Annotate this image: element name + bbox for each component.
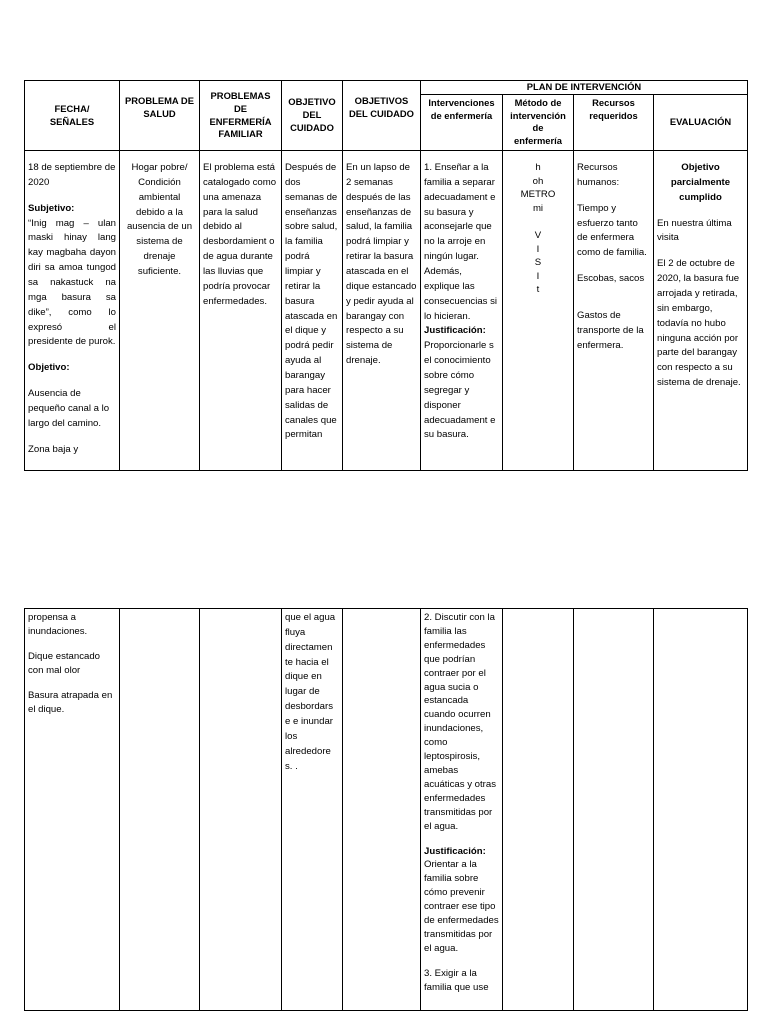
header-intervenciones: Intervenciones de enfermería (421, 95, 503, 151)
dique-text: Dique estancado con mal olor (28, 650, 101, 676)
header-recursos: Recursos requeridos (574, 95, 654, 151)
recursos-cont-cell (574, 609, 654, 1011)
header-problemas-familiar: PROBLEMAS DE ENFERMERÍA FAMILIAR (200, 81, 282, 151)
justificacion-2-label: Justificación: (424, 845, 486, 857)
header-objetivos-del-cuidado: OBJETIVOS DEL CUIDADO (343, 81, 421, 151)
objetivos-cuidado-cell: En un lapso de 2 semanas después de las enseñanzas de salud, la familia podrá limpiar y retirar la basura atascada en el dique estancado y pedir ayuda al barangay con respecto a su sistema de drenaje. (343, 151, 421, 471)
care-plan-table-page2 (24, 608, 748, 1011)
objetivo-label: Objetivo: (28, 362, 70, 374)
problema-salud-cell: Hogar pobre/ Condición ambiental debido a la ausencia de un sistema de drenaje suficiente. (120, 151, 200, 471)
basura-text: Basura atrapada en el dique. (28, 689, 113, 715)
header-metodo: Método de intervención de enfermería (503, 95, 574, 151)
intervenciones-cell (421, 151, 503, 471)
evaluacion-detalle: El 2 de octubre de 2020, la basura fue arrojada y retirada, sin embargo, todavía no hubo ninguna acción por parte del barangay con respecto a su sistema de drenaje. (657, 258, 741, 389)
date-text: 18 de septiembre de 2020 (28, 162, 116, 188)
header-plan-intervencion: PLAN DE INTERVENCIÓN (421, 81, 748, 95)
metodo-cont-cell (503, 609, 574, 1011)
recursos-cell (574, 151, 654, 471)
header-evaluacion: EVALUACIÓN (654, 95, 748, 151)
quote-text: “Inig mag – ulan maski hinay lang kay magbaha dayon diri sa amoa tungod sa nakastuck na mga basura sa dike”, como lo expresó el presidente de purok. (28, 217, 116, 348)
justificacion-text: Proporcionarle s el conocimiento sobre cómo segregar y disponer adecuadament e su basura. (424, 340, 496, 441)
evaluacion-title: Objetivo parcialmente cumplido (670, 162, 731, 203)
metodo-cell: h oh METRO mi V I S I t (503, 151, 574, 471)
header-problema-salud: PROBLEMA DE SALUD (120, 81, 200, 151)
recursos-humanos: Recursos humanos: (577, 162, 620, 188)
intervencion-2: 2. Discutir con la familia las enfermedades que podrían contraer por el agua sucia o estancada cuando ocurren inundaciones, como leptospirosis, amebas acuáticas y otras enfermedades transmitidas por el agua. (424, 612, 496, 832)
subjetivo-label: Subjetivo: (28, 202, 75, 214)
objetivo-cuidado-cont-cell: que el agua fluya directamen te hacia el dique en lugar de desbordars e e inundar los alrededore s. . (282, 609, 343, 1011)
ausencia-text: Ausencia de pequeño canal a lo largo del camino. (28, 388, 110, 429)
header-objetivo-del-cuidado: OBJETIVO DEL CUIDADO (282, 81, 343, 151)
intervencion-1: 1. Enseñar a la familia a separar adecuadament e su basura y aconsejarle que no la arroje en ningún lugar. Además, explique las consecuencias si lo hicieran. (424, 162, 498, 322)
fecha-senales-cont-cell (25, 609, 120, 1011)
intervenciones-cont-cell (421, 609, 503, 1011)
recursos-escobas: Escobas, sacos (577, 273, 645, 285)
header-fecha: FECHA/ SEÑALES (25, 81, 120, 151)
evaluacion-cell (654, 151, 748, 471)
objetivos-cuidado-cont-cell (343, 609, 421, 1011)
zona-text: Zona baja y (28, 443, 79, 455)
justificacion-2-text: Orientar a la familia sobre cómo prevenir contraer ese tipo de enfermedades transmitidas por el agua. (424, 859, 499, 954)
propensa-text: propensa a inundaciones. (28, 612, 88, 637)
problema-familiar-cont-cell (200, 609, 282, 1011)
evaluacion-visita: En nuestra última visita (657, 217, 732, 244)
problema-familiar-cell: El problema está catalogado como una amenaza para la salud debido al desbordamient o de agua durante las lluvias que podría provocar enfermedades. (200, 151, 282, 471)
justificacion-label: Justificación: (424, 325, 486, 337)
recursos-tiempo: Tiempo y esfuerzo tanto de enfermera como de familia. (577, 202, 647, 259)
fecha-senales-cell (25, 151, 120, 471)
intervencion-3: 3. Exigir a la familia que use (424, 967, 489, 993)
recursos-gastos: Gastos de transporte de la enfermera. (577, 310, 644, 351)
objetivo-cuidado-cell: Después de dos semanas de enseñanzas sobre salud, la familia podrá limpiar y retirar la basura atascada en el dique y podrá pedir ayuda al barangay para hacer salidas de canales que permitan (282, 151, 343, 471)
evaluacion-cont-cell (654, 609, 748, 1011)
problema-salud-cont-cell (120, 609, 200, 1011)
care-plan-table-page1 (24, 80, 748, 471)
